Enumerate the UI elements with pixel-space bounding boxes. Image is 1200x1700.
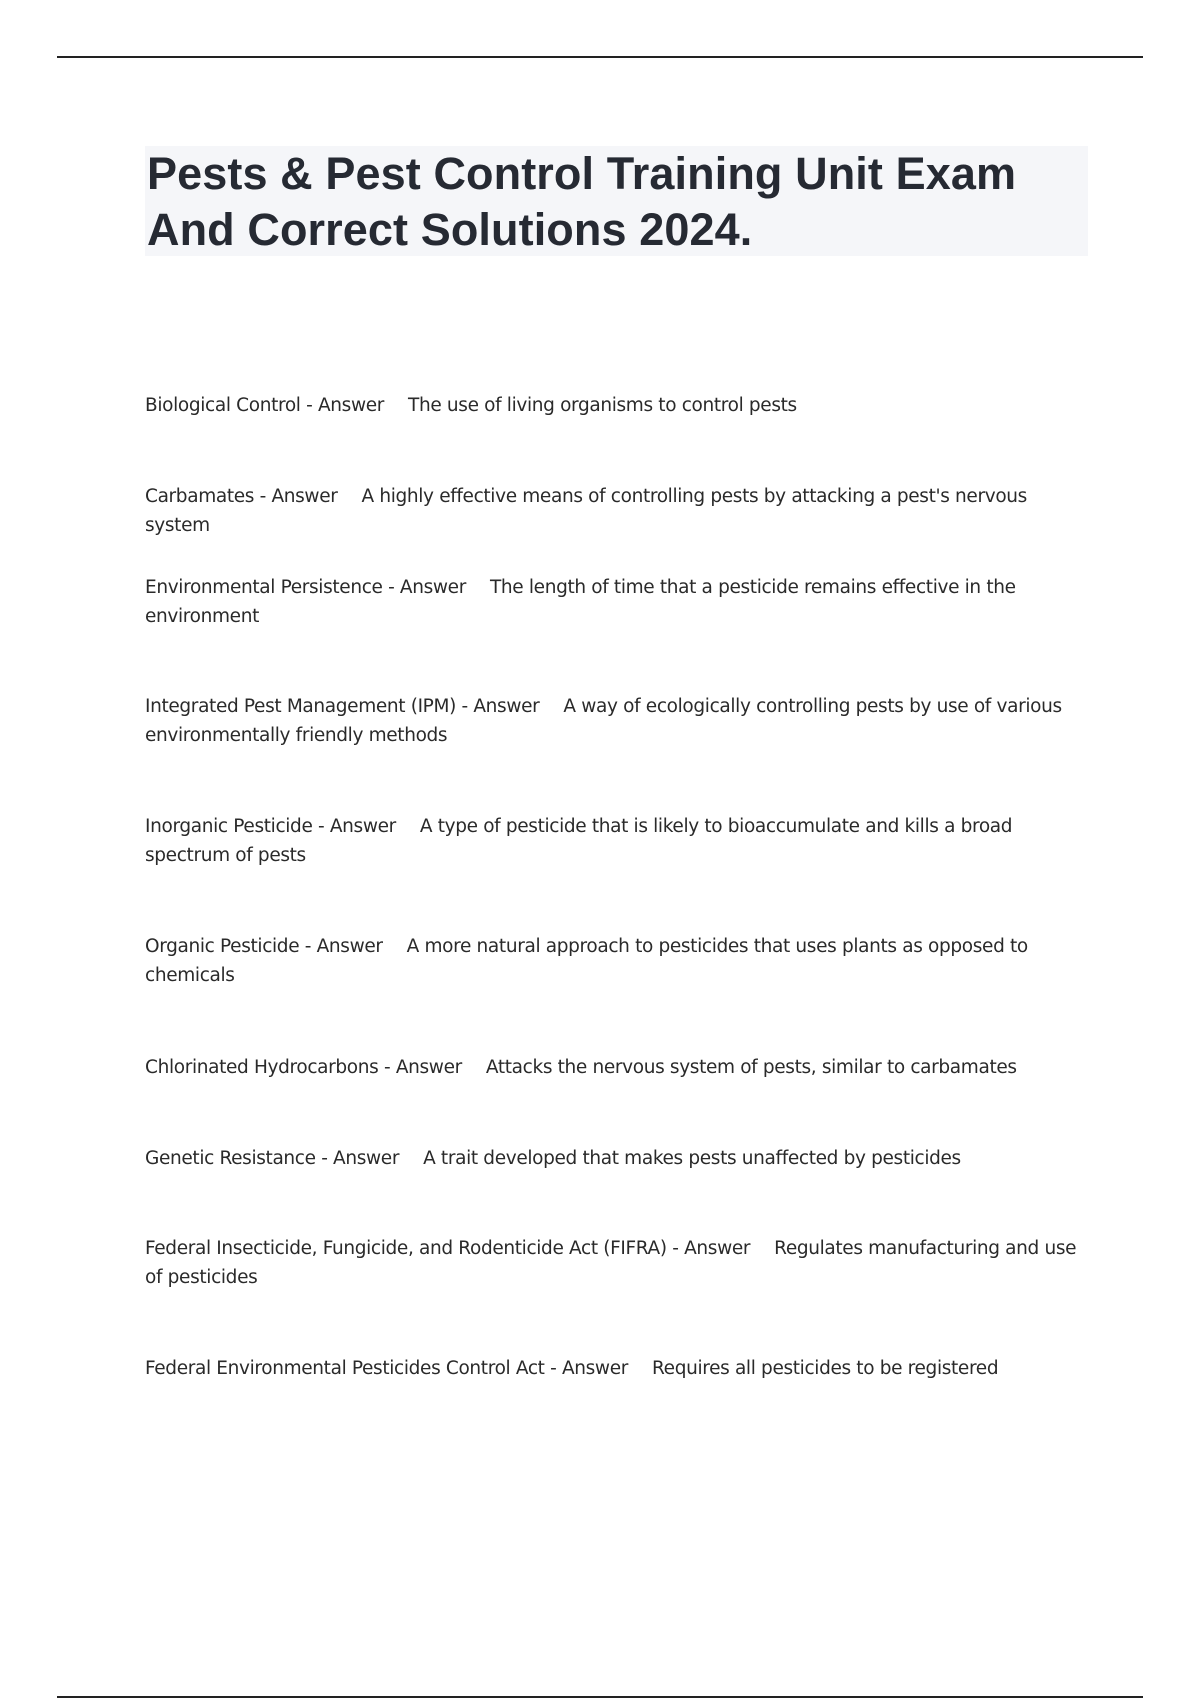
qa-item bbox=[145, 813, 1095, 870]
qa-definition: A more natural approach to pesticides that uses plants as opposed to chemicals bbox=[145, 936, 1028, 986]
qa-item bbox=[145, 1145, 1095, 1174]
qa-term: Environmental Persistence - Answer bbox=[145, 577, 466, 598]
qa-definition: A way of ecologically controlling pests by use of various environmentally friendly methods bbox=[145, 696, 1062, 746]
qa-definition: Regulates manufacturing and use of pesticides bbox=[145, 1238, 1077, 1288]
bottom-divider bbox=[57, 1696, 1143, 1698]
qa-term: Chlorinated Hydrocarbons - Answer bbox=[145, 1057, 462, 1078]
qa-term: Integrated Pest Management (IPM) - Answer bbox=[145, 696, 540, 717]
qa-item bbox=[145, 1054, 1095, 1083]
qa-term: Inorganic Pesticide - Answer bbox=[145, 816, 396, 837]
qa-definition: The length of time that a pesticide remains effective in the environment bbox=[145, 577, 1016, 627]
qa-term: Genetic Resistance - Answer bbox=[145, 1148, 400, 1169]
qa-definition: A highly effective means of controlling pests by attacking a pest's nervous system bbox=[145, 486, 1027, 536]
page-title: Pests & Pest Control Training Unit Exam And Correct Solutions 2024. bbox=[147, 148, 1017, 255]
qa-term: Organic Pesticide - Answer bbox=[145, 936, 383, 957]
qa-item bbox=[145, 1235, 1095, 1292]
qa-term: Biological Control - Answer bbox=[145, 395, 385, 416]
qa-item bbox=[145, 933, 1095, 990]
top-divider bbox=[57, 56, 1143, 58]
qa-item bbox=[145, 1355, 1095, 1384]
qa-term: Federal Environmental Pesticides Control Act - Answer bbox=[145, 1358, 628, 1379]
qa-term: Federal Insecticide, Fungicide, and Rodenticide Act (FIFRA) - Answer bbox=[145, 1238, 751, 1259]
qa-definition: A trait developed that makes pests unaffected by pesticides bbox=[423, 1148, 961, 1169]
qa-definition: Requires all pesticides to be registered bbox=[651, 1358, 999, 1379]
qa-item bbox=[145, 392, 1095, 421]
title-block bbox=[145, 146, 1088, 256]
qa-definition: Attacks the nervous system of pests, similar to carbamates bbox=[485, 1057, 1017, 1078]
qa-item bbox=[145, 483, 1095, 540]
qa-definition: The use of living organisms to control pests bbox=[408, 395, 797, 416]
qa-term: Carbamates - Answer bbox=[145, 486, 338, 507]
qa-item bbox=[145, 693, 1095, 750]
qa-item bbox=[145, 574, 1095, 631]
qa-definition: A type of pesticide that is likely to bioaccumulate and kills a broad spectrum of pests bbox=[145, 816, 1013, 866]
